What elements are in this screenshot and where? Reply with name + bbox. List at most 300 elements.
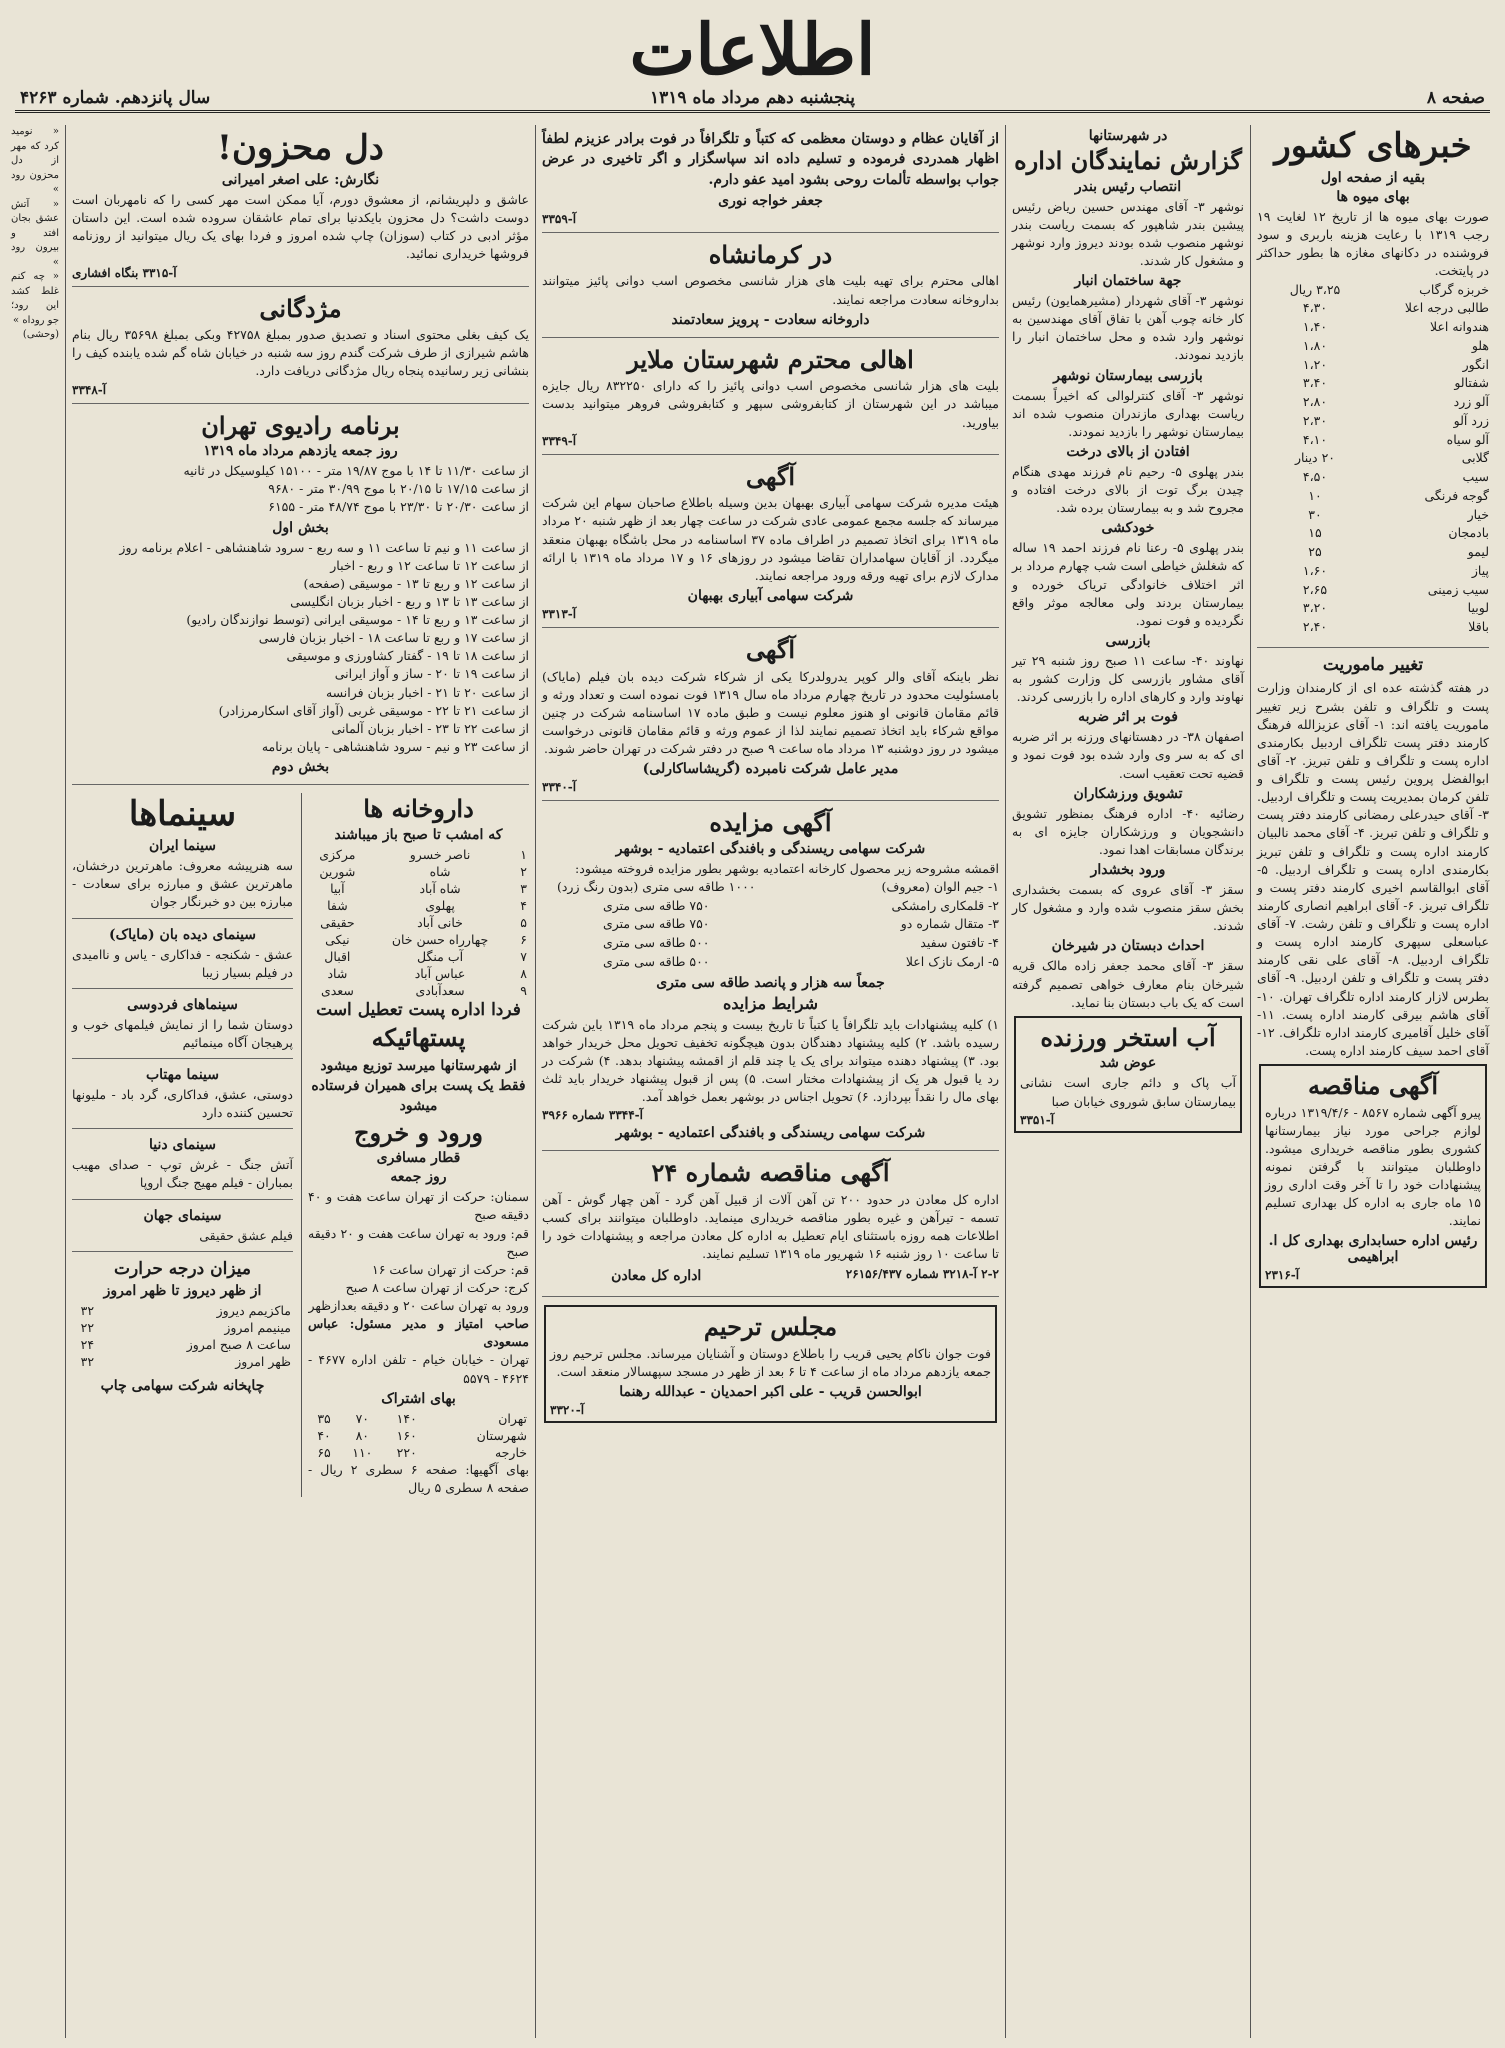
cinema-name: سینما مهتاب xyxy=(145,1067,220,1083)
fruit-name: سیب xyxy=(1462,469,1489,485)
tender-code: آ-۲۳۱۶ xyxy=(1265,1268,1300,1283)
radio-band-list xyxy=(72,462,529,516)
verse-lines xyxy=(11,125,59,328)
fruit-name: پیاز xyxy=(1471,562,1489,578)
book-author: نگارش: علی اصغر امیرانی xyxy=(221,172,380,189)
radio-band: از ساعت ۱۷/۱۵ تا ۲۰/۱۵ با موج ۳۰/۹۹ متر - ۹۶۸۰ xyxy=(268,481,529,497)
fruit-price: ۴،۱۰ xyxy=(1302,431,1328,447)
fruit-price: ۳،۴۰ xyxy=(1302,375,1328,391)
verse-line: « آتش عشق بجان افتد و بیرون رود » xyxy=(11,198,59,268)
transfers-text: در هفته گذشته عده ای از کارمندان وزارت پست و تلگراف و تلفن بشرح زیر تغییر ماموریت یافته اند: ۱- آقای عزیزالله فرهنگ کارمند دفتر پست تلگراف اردبیل بکارمندی اداره پست و تلگراف و تلفن تبریز. ۲- آقای ابوالفضل پروین رئیس پست و تلگراف و تلفن کرمان بمدیریت پست و تلگراف اردبیل. ۳- آقای حیدرعلی رمضانی کارمند دفتر پست و تلگراف و تلفن تبریز. ۴- آقای محمد نالبیان کارمند اداره پست و تلگراف و تلفن تبریز بکارمندی اداره پست و تلگراف اردبیل. ۵- آقای ابوالقاسم اخیری کارمند دفتر پست و تلگراف تبریز. ۶- آقای ابراهیم انصاری کارمند اداره پست و تلگراف و تلفن رشت. ۷- آقای عباسعلی سپهری کارمند اداره پست و تلگراف اردبیل. ۸- آقای علی نقی کارمند دفتر پست و تلگراف و تلفن اردبیل. ۹- آقای بطرس لازار کارمند اداره تلگراف تهران. ۱۰- آقای هاشم بیرقی کارمند اداره پست. ۱۱- آقای خلیل آقامیری کارمند اداره تلگراف. ۱۲- آقای احمد سیف کارمند اداره پست. xyxy=(1257,680,1490,1058)
radio-program-item: از ساعت ۱۲ تا ساعت ۱۲ و ربع - اخبار xyxy=(330,557,529,573)
fruit-price-row xyxy=(1257,299,1489,318)
fruit-price-row xyxy=(1257,543,1489,562)
news-text-9: سقز ۳- آقای عروی که بسمت بخشداری بخش سقز منصوب شده وارد و مشغول کار شدند. xyxy=(1012,882,1244,934)
newspaper-title: اطلاعات xyxy=(629,8,876,91)
auction-ad xyxy=(542,809,999,1151)
temperature-row xyxy=(72,1353,293,1370)
fruit-name: لوبیا xyxy=(1467,600,1489,616)
news-subhead-3: بازرسی بیمارستان نوشهر xyxy=(1053,367,1203,384)
fruit-price-row xyxy=(1257,618,1489,637)
auction-item-name: ۱- جیم الوان (معروف) xyxy=(881,878,999,894)
pharmacy-row xyxy=(308,965,529,982)
fruit-price: ۲،۴۰ xyxy=(1302,619,1328,635)
verse-signature: (وحشی) xyxy=(22,329,59,340)
fruit-price-row xyxy=(1257,581,1489,600)
radio-program-item: از ساعت ۲۲ تا ۲۳ - اخبار بزبان آلمانی xyxy=(331,720,529,736)
fruit-price-list xyxy=(1257,281,1489,637)
reward-heading: مژدگانی xyxy=(259,293,342,323)
fruit-name: باقلا xyxy=(1468,619,1489,635)
owner-line: صاحب امتیاز و مدیر مسئول: عباس مسعودی xyxy=(308,1316,529,1350)
pharmacy-cell: سعدآبادی xyxy=(415,982,465,998)
post-text: از شهرستانها میرسد توزیع میشود فقط یک پست برای همیران فرستاده میشود xyxy=(311,1057,526,1115)
temperature-label: ساعت ۸ صبح امروز xyxy=(186,1337,291,1353)
pharmacy-cell: شاه xyxy=(429,863,451,879)
cinema-description: عشق - شکنجه - فداکاری - یاس و ناامیدی در فیلم بسیار زیبا xyxy=(72,946,293,980)
news-text-4: بندر پهلوی ۵- رحیم نام فرزند مهدی هنگام چیدن برگ توت از بالای درخت افتاده و مجروح شد و به بیمارستان برده شد. xyxy=(1012,463,1244,516)
auction-conditions-heading: شرایط مزایده xyxy=(723,993,818,1013)
temperature-table xyxy=(72,1302,293,1370)
cinema-description: فیلم عشق حقیقی xyxy=(199,1227,293,1243)
lower-section xyxy=(72,793,529,1497)
fruit-price-row xyxy=(1257,356,1489,375)
cinema-name: سینما ایران xyxy=(148,838,217,855)
news-subhead-4: افتادن از بالای درخت xyxy=(1066,443,1190,460)
news-subhead-2: جهة ساختمان انبار xyxy=(1074,273,1182,290)
fruit-price-row xyxy=(1257,468,1489,487)
pharmacy-row xyxy=(308,948,529,965)
subscription-cell: ۱۱۰ xyxy=(352,1444,373,1460)
mayak-ad xyxy=(542,636,999,801)
auction-signature: شرکت سهامی ریسندگی و بافندگی اعتمادیه - بوشهر xyxy=(615,1125,926,1142)
behbahan-text: هیئت مدیره شرکت سهامی آبیاری بهبهان بدین وسیله باطلاع صاحبان سهام این شرکت میرساند که جلسه مجمع عمومی عادی شرکت در ساعت چهار بعد از ظهر شنبه ۲۰ مرداد ماه ۱۳۱۹ برای اتخاذ تصمیم در اطراف ماده ۳۷ اساسنامه در محل باشگاه بهبهان منعقد میگردد. از آقایان سهامداران تقاضا میشود در روزهای ۱۶ و ۱۷ مرداد ماه ۱۳۱۹ با ارائه مدارک لازم برای تهیه ورقه ورود مراجعه نمایند. xyxy=(542,495,1000,583)
subscription-heading: بهای اشتراک xyxy=(381,1390,456,1407)
fruit-name: خیار xyxy=(1467,506,1489,522)
funeral-signature: ابوالحسن قریب - علی اکبر احمدیان - عبدالله رهنما xyxy=(619,1384,922,1401)
pharmacy-cell: شورین xyxy=(319,863,356,879)
news-text-7: اصفهان ۳۸- در دهستانهای ورزنه بر اثر ضربه ای که به سر وی وارد شده بود فوت نمود و قضیه تحت تعقیب است. xyxy=(1012,729,1244,781)
fruit-price: ۱،۶۰ xyxy=(1302,562,1328,578)
fruit-name: بادمجان xyxy=(1448,525,1489,541)
cinema-description: دوستان شما را از نمایش فیلمهای خوب و پرهیجان آگاه مینمائیم xyxy=(72,1016,293,1050)
train-schedule-item: کرج: حرکت از تهران ساعت ۸ صبح xyxy=(345,1279,529,1295)
thanks-notice-signature: جعفر خواجه نوری xyxy=(718,192,823,209)
pharmacies-subheading: که امشب تا صبح باز میباشند xyxy=(334,826,503,843)
address-line: تهران - خیابان خیام - تلفن اداره ۴۶۷۷ - ۴۶۲۴ - ۵۵۷۹ xyxy=(308,1352,529,1386)
fruit-price: ۳،۲۰ xyxy=(1302,600,1328,616)
mayak-code: آ-۳۳۴۰ xyxy=(542,780,577,795)
column-culture xyxy=(65,125,535,2038)
auction-total: جمعاً سه هزار و پانصد طاقه سی متری xyxy=(656,974,885,991)
pharmacy-row xyxy=(308,863,529,880)
auction-item-name: ۳- متقال شماره دو xyxy=(900,916,999,932)
temperature-row xyxy=(72,1319,293,1336)
fruit-name: لیمو xyxy=(1467,544,1489,560)
auction-item-quantity: ۷۵۰ طاقه سی متری xyxy=(602,897,710,913)
fruit-price-row xyxy=(1257,449,1489,468)
mines-tender-code: ۲-۲ آ-۳۲۱۸ شماره ۲۶۱۵۶/۴۳۷ xyxy=(845,1267,999,1282)
fruit-name: شفتالو xyxy=(1454,375,1489,391)
provinces-label: در شهرستانها xyxy=(1088,128,1168,144)
auction-item-quantity: ۱۰۰۰ طاقه سی متری (بدون رنگ زرد) xyxy=(556,878,756,894)
pharmacy-cell: ۴ xyxy=(520,897,527,913)
travel-subheading-1: قطار مسافری xyxy=(376,1150,461,1167)
tender-text: پیرو آگهی شماره ۸۵۶۷ - ۱۳۱۹/۴/۶ درباره لوازم جراحی مورد نیاز بیمارستانها کشوری بطور مناقصه خریداری میشود. داوطلبان میتوانند با گرفتن نمونه پیشنهادات خود را تا آخر وقت اداری روز ۱۵ ماه جاری به اداره کل بهداری تسلیم نمایند. xyxy=(1265,1104,1481,1229)
tender-signature: رئیس اداره حسابداری بهداری کل ا. ابراهیمی xyxy=(1268,1233,1478,1266)
cinema-name: سینماهای فردوسی xyxy=(127,996,238,1013)
fruit-price-row xyxy=(1257,281,1489,300)
subscription-cell: خارجه xyxy=(494,1444,527,1460)
news-text-8: رضائیه ۴۰- اداره فرهنگ بمنظور تشویق دانشجویان و ورزشکاران جایزه ای به برندگان مسابقات اهدا نمود. xyxy=(1012,805,1245,857)
temperature-value: ۳۲ xyxy=(80,1354,95,1370)
auction-heading: آگهی مزایده xyxy=(709,808,832,838)
pharmacy-cell: نیکی xyxy=(325,931,350,947)
fruit-price: ۱،۲۰ xyxy=(1302,356,1328,372)
book-ad xyxy=(72,129,529,287)
book-code: آ-۳۳۱۵ بنگاه افشاری xyxy=(72,265,177,280)
radio-band: از ساعت ۱۱/۳۰ تا ۱۴ با موج ۱۹/۸۷ متر - ۱۵۱۰۰ کیلوسیکل در ثانیه xyxy=(183,463,529,479)
temperature-label: ماکزیمم دیروز xyxy=(216,1303,291,1319)
cinema-description: آتش جنگ - غرش توپ - صدای مهیب بمباران - فیلم مهیج جنگ اروپا xyxy=(72,1157,293,1191)
masthead-divider xyxy=(15,110,1490,113)
train-schedule-item: قم: ورود به تهران ساعت هفت و ۲۰ دقیقه صبح xyxy=(308,1225,529,1259)
pharmacy-row xyxy=(308,931,529,948)
malayer-code: آ-۳۳۴۹ xyxy=(542,433,577,448)
pharmacy-cell: اقبال xyxy=(324,948,351,964)
lower-left-column xyxy=(72,793,293,1497)
radio-program-item: از ساعت ۱۸ تا ۱۹ - گفتار کشاورزی و موسیقی xyxy=(286,648,529,664)
kermanshah-text: اهالی محترم برای تهیه بلیت های هزار شانسی مخصوص اسب دوانی پائیز میتوانند بداروخانه سعادت مراجعه نمایند. xyxy=(542,273,999,307)
cinema-name: سینمای جهان xyxy=(143,1207,222,1224)
travel-heading: ورود و خروج xyxy=(354,1117,483,1147)
pharmacies-heading: داروخانه ها xyxy=(363,794,474,824)
masthead xyxy=(0,0,1505,120)
verse-line: « نومید کرد که مهر از دل محزون رود » xyxy=(11,126,59,195)
post-notice: فردا اداره پست تعطیل است xyxy=(316,999,521,1020)
pharmacies-table xyxy=(308,846,529,999)
pharmacy-cell: شفا xyxy=(327,897,348,913)
pharmacy-cell: مرکزی xyxy=(319,846,356,862)
fruit-name: آلو سیاه xyxy=(1446,431,1489,447)
pharmacy-cell: ۸ xyxy=(520,965,527,981)
subscription-cell: شهرستان xyxy=(476,1427,527,1443)
continued-note: بقیه از صفحه اول xyxy=(1320,170,1426,187)
news-subhead-5: خودکشی xyxy=(1101,520,1155,537)
radio-heading: برنامه رادیوی تهران xyxy=(201,410,400,440)
malayer-heading: اهالی محترم شهرستان ملایر xyxy=(627,344,914,374)
radio-program-item: از ساعت ۱۲ و ربع تا ۱۳ - موسیقی (صفحه) xyxy=(303,575,529,591)
temperature-value: ۲۴ xyxy=(80,1337,95,1353)
pharmacy-row xyxy=(308,846,529,863)
fruit-prices-intro: صورت بهای میوه ها از تاریخ ۱۲ لغایت ۱۹ رجب ۱۳۱۹ با رعایت هزینه باربری و سود فروشنده در دکانهای مغازه ها بطور حداکثر در پایتخت. xyxy=(1257,209,1489,279)
fruit-prices-heading: بهای میوه ها xyxy=(1336,189,1410,206)
fruit-price: ۱۰ xyxy=(1308,487,1322,503)
thanks-notice xyxy=(542,129,999,233)
fruit-price-row xyxy=(1257,318,1489,337)
pharmacy-cell: حقیقی xyxy=(320,914,355,930)
news-text-3: نوشهر ۳- آقای کنترلوالی که اخیراً بسمت ریاست بهداری مازندران منصوب شده اند بیمارستان نوشهر را بازدید نمودند. xyxy=(1012,387,1244,439)
radio-program-list xyxy=(72,539,529,757)
column-country-news xyxy=(1250,125,1495,2038)
radio-part-1: بخش اول xyxy=(272,519,329,536)
news-subhead-8: تشویق ورزشکاران xyxy=(1073,785,1183,802)
fruit-price: ۲،۸۰ xyxy=(1302,394,1328,410)
pharmacy-row xyxy=(308,880,529,897)
provinces-heading: گزارش نمایندگان اداره xyxy=(1014,146,1242,175)
fruit-name: خربزه گرگاب xyxy=(1419,281,1489,297)
pharmacy-cell: ناصر خسرو xyxy=(409,846,471,862)
pharmacy-cell: ۵ xyxy=(520,914,527,930)
news-subhead-7: فوت بر اثر ضربه xyxy=(1078,709,1178,726)
fruit-name: گوجه فرنگی xyxy=(1424,487,1489,503)
pool-ad-text: آب پاک و دائم جاری است نشانی بیمارستان سابق شوروی خیابان صبا xyxy=(1020,1075,1236,1109)
pharmacy-cell: ۲ xyxy=(520,863,527,879)
page-number: صفحه ۸ xyxy=(1426,88,1485,108)
fruit-price: ۴،۵۰ xyxy=(1302,469,1328,485)
fruit-price-row xyxy=(1257,524,1489,543)
fruit-name: آلو زرد xyxy=(1453,394,1489,410)
radio-program-item: از ساعت ۲۱ تا ۲۲ - موسیقی غربی (آواز آقای اسکارمرزادر) xyxy=(218,702,529,718)
pharmacy-cell: ۱ xyxy=(520,846,527,862)
fruit-price: ۲،۶۵ xyxy=(1302,581,1328,597)
funeral-heading: مجلس ترحیم xyxy=(703,1312,838,1342)
pharmacy-cell: چهارراه حسن خان xyxy=(391,931,489,947)
issue-date: پنجشنبه دهم مرداد ماه ۱۳۱۹ xyxy=(650,88,855,108)
radio-program-item: از ساعت ۱۳ تا ۱۳ و ربع - اخبار بزبان انگلیسی xyxy=(290,593,529,609)
temperature-subheading: از ظهر دیروز تا ظهر امروز xyxy=(103,1283,262,1300)
ad-prices: بهای آگهیها: صفحه ۶ سطری ۲ ریال - صفحه ۸ سطری ۵ ریال xyxy=(308,1461,530,1495)
cinema-entry xyxy=(72,1208,293,1252)
news-subhead-1: انتصاب رئیس بندر xyxy=(1074,178,1182,195)
mines-tender-ad xyxy=(542,1159,999,1297)
fruit-name: طالبی درجه اعلا xyxy=(1404,300,1489,316)
cinema-name: سینمای دنیا xyxy=(149,1137,216,1154)
fruit-name: هندوانه اعلا xyxy=(1430,319,1489,335)
fruit-price: ۱،۸۰ xyxy=(1302,337,1328,353)
radio-date: روز جمعه یازدهم مرداد ماه ۱۳۱۹ xyxy=(203,443,398,460)
column-provinces xyxy=(1005,125,1250,2038)
pharmacy-cell: شاد xyxy=(327,965,348,981)
auction-item-quantity: ۷۵۰ طاقه سی متری xyxy=(602,916,710,932)
reward-code: آ-۳۳۴۸ xyxy=(72,382,107,397)
fruit-price-row xyxy=(1257,374,1489,393)
auction-conditions: ۱) کلیه پیشنهادات باید تلگرافاً یا کتباً تا تاریخ بیست و پنجم مرداد ماه ۱۳۱۹ باین شرکت رسیده باشد. ۲) کلیه پیشنهاد دهندگان بدون هیچگونه تخفیف تحویل محل خریدار خواهد بود. ۳) پیشنهاد دهنده میتواند برای یک یا چند قلم از اقمشه پیشنهاد بدهد. ۴) شرکت در رد یا قبول هر یک از پیشنهادات مختار است. ۵) پس از قبول پیشنهاد خریدار باید ثلث بهای مال را نقداً بپردازد. ۶) تحویل اجناس در بوشهر بعمل خواهد آمد. xyxy=(542,1016,1000,1105)
temperature-heading: میزان درجه حرارت xyxy=(114,1258,251,1279)
subscription-row xyxy=(308,1427,529,1444)
behbahan-ad xyxy=(542,463,999,628)
radio-program-item: از ساعت ۱۹ تا ۲۰ - ساز و آواز ایرانی xyxy=(334,666,529,682)
cinema-entry xyxy=(72,927,293,989)
subscription-row xyxy=(308,1444,529,1461)
funeral-notice xyxy=(544,1305,997,1423)
temperature-value: ۲۲ xyxy=(80,1320,95,1336)
auction-item-name: ۴- تافتون سفید xyxy=(920,935,999,951)
kermanshah-ad xyxy=(542,241,999,338)
fruit-price: ۴،۳۰ xyxy=(1302,300,1328,316)
subscription-cell: ۸۰ xyxy=(355,1427,370,1443)
subscription-cell: ۱۴۰ xyxy=(396,1410,417,1426)
auction-company: شرکت سهامی ریسندگی و بافندگی اعتمادیه - بوشهر xyxy=(615,840,926,857)
subscription-row xyxy=(308,1410,529,1427)
pharmacy-cell: ۳ xyxy=(520,880,527,896)
cinema-entry xyxy=(72,1137,293,1199)
book-text: عاشق و دلپریشانم، از معشوق دورم، آیا ممکن است مهر کسی را که نامهربان است دوست داشت؟ دل محزون بایکدنیا برای تمام عاشقان سروده شده است. این داستان مؤثر ادبی در کتاب (سوزان) چاپ شده امروز و فردا بهای یک ریال میتوانید از روزنامه فروشها خریداری نمائید. xyxy=(72,192,529,262)
printer-line: چاپخانه شرکت سهامی چاپ xyxy=(100,1378,265,1395)
pharmacy-cell: سعدی xyxy=(320,982,354,998)
subscription-cell: ۴۰ xyxy=(317,1427,331,1443)
cinema-entry xyxy=(72,838,293,918)
news-text-1: نوشهر ۳- آقای مهندس حسین ریاض رئیس پیشین بندر شاهپور که بسمت ریاست بندر نوشهر منصوب شده بودند دیروز وارد نوشهر و مشغول کار شدند. xyxy=(1012,198,1244,268)
reward-ad xyxy=(72,295,529,404)
news-text-5: بندر پهلوی ۵- رعنا نام فرزند احمد ۱۹ ساله که شغلش خیاطی است شب چهارم مرداد بر اثر اختلاف خانوادگی تریاک خورده و بیمارستان بردند ولی معالجه موثر واقع نگردیده و فوت نمود. xyxy=(1012,540,1244,628)
fruit-name: انگور xyxy=(1462,356,1489,372)
auction-item xyxy=(542,915,999,934)
mayak-signature: مدیر عامل شرکت نامبرده (گریشاساکارلی) xyxy=(642,761,899,778)
radio-part-2: بخش دوم xyxy=(271,759,330,776)
temperature-label: مینیمم امروز xyxy=(224,1320,291,1336)
transfers-heading: تغییر ماموریت xyxy=(1322,654,1424,675)
radio-program-item: از ساعت ۱۱ و نیم تا ساعت ۱۱ و سه ربع - سرود شاهنشاهی - اعلام برنامه روز xyxy=(119,539,529,555)
news-text-6: نهاوند ۴۰- ساعت ۱۱ صبح روز شنبه ۲۹ تیر آقای مشاور بازرسی کل وزارت کشور به نهاوند وارد و کارهای اداره را بازرسی کردند. xyxy=(1012,652,1244,705)
auction-item xyxy=(542,953,999,972)
fruit-price-row xyxy=(1257,337,1489,356)
pharmacy-cell: ۶ xyxy=(520,931,527,947)
pool-ad-heading: آب استخر ورزنده xyxy=(1040,1022,1216,1052)
pool-ad-code: آ-۳۳۵۱ xyxy=(1020,1112,1055,1127)
pharmacy-row xyxy=(308,914,529,931)
fruit-price-row xyxy=(1257,562,1489,581)
fruit-price: ۲۰ دینار xyxy=(1294,450,1336,466)
train-schedule-item: سمنان: حرکت از تهران ساعت هفت و ۴۰ دقیقه صبح xyxy=(308,1189,529,1223)
mines-tender-heading: آگهی مناقصه شماره ۲۴ xyxy=(651,1158,890,1188)
train-schedule-item: قم: حرکت از تهران ساعت ۱۶ xyxy=(372,1261,529,1277)
funeral-code: آ-۳۳۲۰ xyxy=(550,1403,585,1418)
pharmacy-cell: آبیا xyxy=(330,880,345,896)
cinema-entry xyxy=(72,997,293,1059)
column-verse xyxy=(5,125,65,2038)
news-text-10: سقز ۳- آقای محمد جعفر زاده مالک قریه شیرخان بنام معارف خواهی تصمیم گرفته است که یک باب دبستان بنا نماید. xyxy=(1012,958,1244,1010)
country-news-heading: خبرهای کشور xyxy=(1274,126,1472,166)
tender-heading: آگهی مناقصه xyxy=(1307,1071,1439,1101)
auction-item-list xyxy=(542,878,999,972)
cinema-list xyxy=(72,838,293,1252)
temperature-row xyxy=(72,1302,293,1319)
behbahan-heading: آگهی xyxy=(745,461,796,491)
fruit-price-row xyxy=(1257,393,1489,412)
news-text-2: نوشهر ۳- آقای شهردار (مشیرهمایون) رئیس کار خانه چوب آهن با تفاق آقای مهندسین به نوشهر وارد شده و محل ساختمان انبار را بازدید نمودند. xyxy=(1012,293,1244,363)
post-heading: پستهائیکه xyxy=(371,1023,466,1053)
train-schedule-list xyxy=(308,1188,529,1315)
pharmacy-row xyxy=(308,982,529,999)
pharmacy-cell: شاه آباد xyxy=(419,880,461,896)
reward-text: یک کیف بغلی محتوی اسناد و تصدیق صدور بمبلغ ۴۲۷۵۸ وبکی بمبلغ ۳۵۶۹۸ ریال بنام هاشم شیرازی از طرف شرکت گندم روز سه شنبه در خیابان شاه گم شده یابنده کیف را بنشانی زیر رسانیده پنجاه ریال مژدگانی دریافت دارد. xyxy=(72,327,530,379)
fruit-price: ۲،۳۰ xyxy=(1302,412,1328,428)
radio-program-item: از ساعت ۲۰ تا ۲۱ - اخبار بزبان فرانسه xyxy=(325,684,529,700)
pharmacy-cell: ۷ xyxy=(520,948,527,964)
subscription-table xyxy=(308,1410,529,1461)
fruit-price: ۲۵ xyxy=(1308,544,1322,560)
pharmacy-cell: آب منگل xyxy=(417,948,464,964)
pharmacy-cell: پهلوی xyxy=(425,897,455,913)
subscription-cell: ۶۵ xyxy=(317,1444,331,1460)
mines-tender-signature: اداره کل معادن xyxy=(611,1268,702,1285)
radio-program-item: از ساعت ۲۳ و نیم - سرود شاهنشاهی - پایان برنامه xyxy=(261,738,529,754)
book-title: دل محزون! xyxy=(217,128,384,168)
fruit-name: سیب زمینی xyxy=(1427,581,1489,597)
subscription-cell: ۳۵ xyxy=(317,1410,331,1426)
lower-right-column xyxy=(301,793,529,1497)
radio-program-item: از ساعت ۱۷ و ربع تا ساعت ۱۸ - اخبار بزبان فارسی xyxy=(258,630,529,646)
behbahan-code: آ-۳۳۱۳ xyxy=(542,606,577,621)
news-subhead-10: احداث دبستان در شیرخان xyxy=(1051,938,1205,955)
radio-program-item: از ساعت ۱۳ و ربع تا ۱۴ - موسیقی ایرانی (توسط نوازندگان رادیو) xyxy=(186,612,529,628)
pharmacy-cell: خانی آباد xyxy=(417,914,463,930)
thanks-notice-text: از آقایان عظام و دوستان معظمی که کتباً و تلگرافاً در فوت برادر عزیزم لطفاً اظهار همدردی فرموده و تسلیم داده اند سپاسگزار و اگر تاخیری در عرض جواب بواسطه تألمات روحی بشود امید عفو دارم. xyxy=(542,131,999,188)
kermanshah-signature: داروخانه سعادت - پرویز سعادتمند xyxy=(671,311,870,328)
mines-tender-text: اداره کل معادن در حدود ۲۰۰ تن آهن آلات از قبیل آهن گرد - آهن چهار گوش - آهن تسمه - تیرآهن و غیره بطور مناقصه خریداری مینماید. داوطلبان میتوانند برای کسب اطلاعات همه روزه باستثنای ایام تعطیل به اداره کل معادن مراجعه و پیشنهادات خود را تا ساعت ۱۰ روز شنبه ۱۶ شهریور ماه ۱۳۱۹ تسلیم نمایند. xyxy=(542,1191,999,1262)
cinemas-heading: سینماها xyxy=(128,794,237,835)
fruit-price-row xyxy=(1257,487,1489,506)
fruit-name: گلابی xyxy=(1461,450,1489,466)
fruit-price-row xyxy=(1257,412,1489,431)
mayak-heading: آگهی xyxy=(745,634,796,664)
behbahan-signature: شرکت سهامی آبیاری بهبهان xyxy=(687,587,854,604)
fruit-price: ۳،۲۵ ریال xyxy=(1289,281,1341,297)
auction-item-name: ۵- ارمک نازک اعلا xyxy=(905,953,999,969)
auction-item xyxy=(542,897,999,916)
fruit-price: ۱۵ xyxy=(1308,525,1322,541)
mayak-text: نظر باینکه آقای والر کوپر یدرولدرکا یکی از شرکاء شرکت دیده بان فیلم (مایاک) بامسئولیت محدود در تاریخ چهارم مرداد ماه سال ۱۳۱۹ فوت نموده است و تعداد ورثه و قائم مقامان قانونی او هنوز معلوم نیست و طبق ماده ۱۷ اساسنامه شرکت در چنین مواقع شرکاء باید اتخاذ تصمیم نمایند لذا از عموم ورثه و قائم مقامان قانونی درخواست میشود در روز دوشنبه ۱۳ مرداد ماه ساعت ۹ صبح در دفتر شرکت در تهران حاضر شوند. xyxy=(542,668,999,757)
malayer-ad xyxy=(542,346,999,455)
subscription-cell: تهران xyxy=(498,1410,527,1426)
temperature-value: ۳۲ xyxy=(80,1303,95,1319)
fruit-price-row xyxy=(1257,599,1489,618)
auction-item xyxy=(542,878,999,897)
temperature-row xyxy=(72,1336,293,1353)
column-notices xyxy=(535,125,1005,2038)
malayer-text: بلیت های هزار شانسی مخصوص اسب دوانی پائیز را که دارای ۸۳۲۲۵۰ ریال جایزه میباشد در این شهرستان از کتابفروشی سپهر و کتابفروشی فروهر میتوانید بدست بیاورید. xyxy=(542,378,999,430)
subscription-cell: ۱۶۰ xyxy=(396,1427,417,1443)
funeral-text: فوت جوان ناکام یحیی قریب را باطلاع دوستان و آشنایان میرساند. مجلس ترحیم روز جمعه یازدهم مرداد ماه از ساعت ۴ تا ۶ بعد از ظهر در مسجد سپهسالار منعقد است. xyxy=(550,1345,991,1380)
radio-schedule xyxy=(72,412,529,785)
travel-subheading-2: روز جمعه xyxy=(390,1169,447,1186)
verse-line: « چه کنم غلط کشد این رود؛ جو روداه » xyxy=(11,271,59,326)
thanks-notice-code: آ-۳۳۵۹ xyxy=(542,211,577,226)
cinema-name: سینمای دیده بان (مایاک) xyxy=(108,926,257,943)
train-schedule-item: ورود به تهران ساعت ۲۰ و دقیقه بعدازظهر xyxy=(308,1298,529,1313)
fruit-price: ۳۰ xyxy=(1308,506,1322,522)
radio-band: از ساعت ۲۰/۳۰ تا ۲۳/۳۰ با موج ۴۸/۷۴ متر - ۶۱۵۵ xyxy=(268,499,529,515)
pharmacy-cell: ۹ xyxy=(520,982,527,998)
auction-item xyxy=(542,934,999,953)
news-subhead-9: ورود بخشدار xyxy=(1090,862,1166,879)
pool-ad xyxy=(1014,1016,1242,1133)
fruit-price: ۱،۴۰ xyxy=(1302,319,1328,335)
pharmacy-cell: عباس آباد xyxy=(414,965,466,981)
news-subhead-6: بازرسی xyxy=(1105,632,1151,649)
temperature-label: ظهر امروز xyxy=(235,1354,291,1370)
fruit-name: زرد آلو xyxy=(1453,412,1489,428)
cinema-description: دوستی، عشق، فداکاری، گرد باد - ملیونها تحسین کننده دارد xyxy=(72,1087,293,1121)
cinema-entry xyxy=(72,1067,293,1129)
fruit-name: هلو xyxy=(1471,337,1489,353)
auction-item-name: ۲- قلمکاری رامشکی xyxy=(891,897,999,913)
subscription-cell: ۷۰ xyxy=(355,1410,370,1426)
pool-ad-subheading: عوض شد xyxy=(1099,1055,1157,1072)
auction-item-quantity: ۵۰۰ طاقه سی متری xyxy=(602,935,710,951)
auction-item-quantity: ۵۰۰ طاقه سی متری xyxy=(602,953,710,969)
